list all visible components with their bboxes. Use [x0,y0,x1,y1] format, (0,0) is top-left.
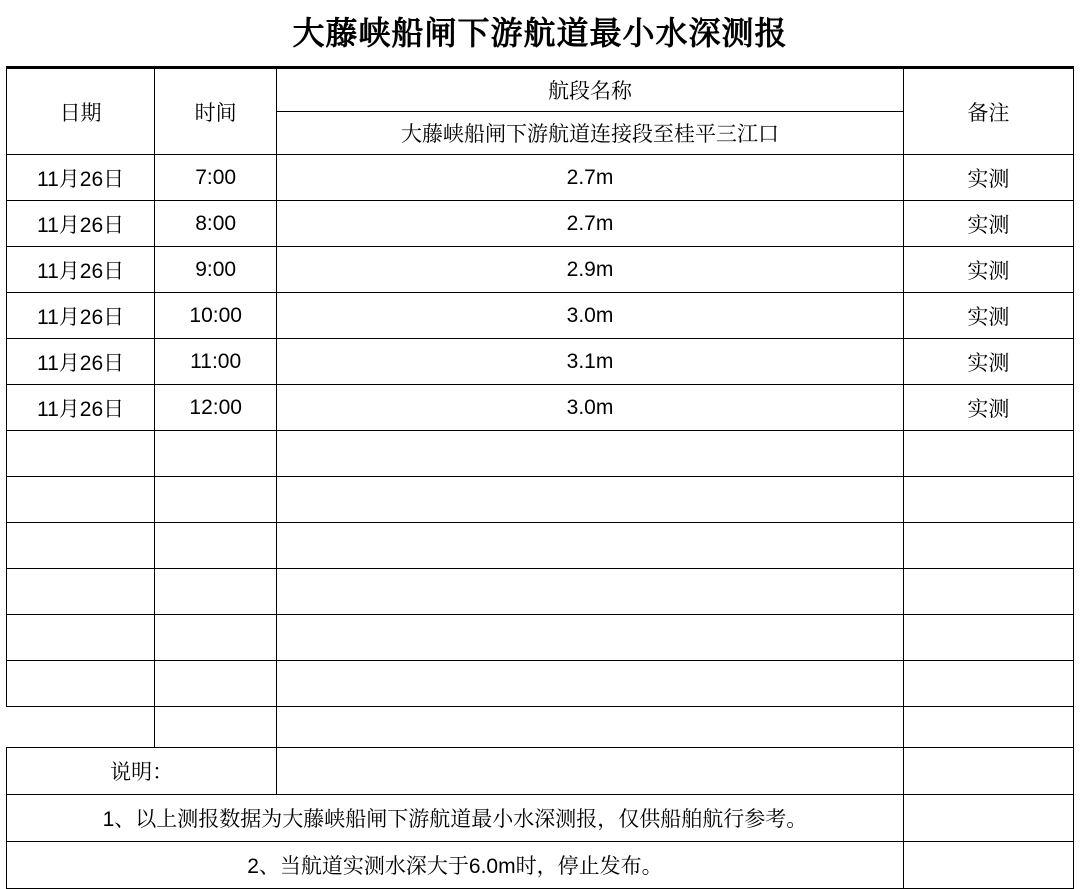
cell-depth: 3.0m [277,385,904,431]
notes-label-spacer-remark [903,748,1073,795]
table-row [7,247,1074,293]
cell-time: 7:00 [155,155,277,201]
table-header-row-1 [7,69,1074,112]
cell-depth: 2.7m [277,155,904,201]
spacer-cell-seg [277,707,904,748]
table-row [7,339,1074,385]
cell-depth: 3.0m [277,293,904,339]
note-row [7,795,1074,842]
cell-time [155,477,277,523]
cell-remark: 实测 [903,247,1073,293]
table-row-empty [7,523,1074,569]
cell-date: 11月26日 [7,247,155,293]
cell-remark: 实测 [903,385,1073,431]
cell-time: 9:00 [155,247,277,293]
cell-depth [277,431,904,477]
cell-time [155,569,277,615]
cell-depth: 3.1m [277,339,904,385]
cell-date [7,615,155,661]
note-item-2: 2、当航道实测水深大于6.0m时，停止发布。 [7,842,904,889]
note-item-1: 1、以上测报数据为大藤峡船闸下游航道最小水深测报，仅供船舶航行参考。 [7,795,904,842]
cell-date: 11月26日 [7,293,155,339]
cell-time: 12:00 [155,385,277,431]
spacer-cell-remark [903,707,1073,748]
cell-remark [903,431,1073,477]
cell-depth [277,661,904,707]
cell-remark: 实测 [903,293,1073,339]
cell-depth [277,523,904,569]
table-row [7,201,1074,247]
note-row-remark-cell [903,842,1073,889]
table-row-empty [7,661,1074,707]
notes-label-spacer-seg [277,748,904,795]
notes-label: 说明： [7,748,277,795]
depth-report-table [6,68,1074,889]
cell-depth: 2.7m [277,201,904,247]
cell-depth [277,569,904,615]
header-time: 时间 [155,69,277,155]
table-row-empty [7,615,1074,661]
header-remark: 备注 [903,69,1073,155]
table-row [7,155,1074,201]
header-segment-name: 大藤峡船闸下游航道连接段至桂平三江口 [277,112,904,155]
cell-depth: 2.9m [277,247,904,293]
cell-date [7,661,155,707]
cell-time [155,523,277,569]
table-row-empty [7,569,1074,615]
cell-date [7,431,155,477]
cell-date: 11月26日 [7,339,155,385]
cell-time [155,431,277,477]
header-segment-group: 航段名称 [277,69,904,112]
spacer-cell-left [7,707,155,748]
cell-remark [903,523,1073,569]
cell-remark [903,615,1073,661]
table-row [7,385,1074,431]
spacer-cell-time [155,707,277,748]
cell-depth [277,615,904,661]
note-row [7,842,1074,889]
cell-time: 11:00 [155,339,277,385]
page-title: 大藤峡船闸下游航道最小水深测报 [292,15,788,51]
cell-time [155,615,277,661]
cell-remark [903,569,1073,615]
table-row-empty [7,431,1074,477]
cell-time: 8:00 [155,201,277,247]
cell-remark [903,477,1073,523]
cell-remark: 实测 [903,201,1073,247]
cell-date: 11月26日 [7,201,155,247]
title-row [6,0,1074,68]
cell-time: 10:00 [155,293,277,339]
cell-remark: 实测 [903,339,1073,385]
header-date: 日期 [7,69,155,155]
cell-date [7,523,155,569]
cell-remark [903,661,1073,707]
cell-depth [277,477,904,523]
cell-date: 11月26日 [7,155,155,201]
table-row [7,293,1074,339]
note-row-remark-cell [903,795,1073,842]
cell-date [7,569,155,615]
cell-remark: 实测 [903,155,1073,201]
spacer-row [7,707,1074,748]
cell-date: 11月26日 [7,385,155,431]
cell-time [155,661,277,707]
cell-date [7,477,155,523]
notes-label-row [7,748,1074,795]
table-row-empty [7,477,1074,523]
